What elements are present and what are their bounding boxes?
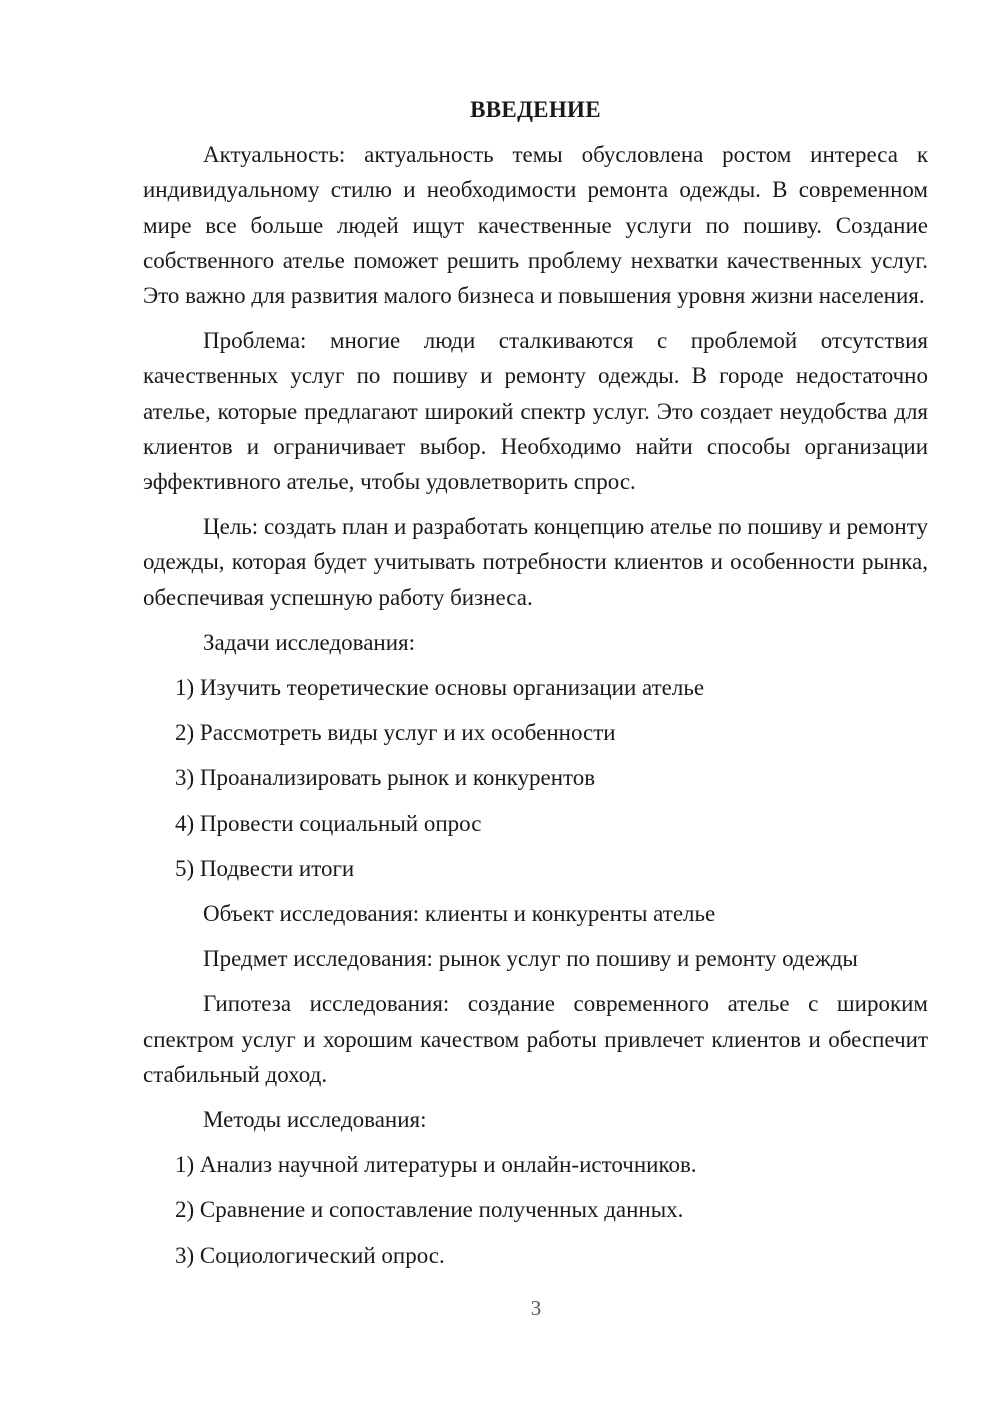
goal-paragraph: Цель: создать план и разработать концепцию ателье по пошиву и ремонту одежды, которая будет учитывать потребности клиентов и особенности рынка, обеспечивая успешную работу бизнеса. (143, 514, 928, 610)
list-item: 1) Изучить теоретические основы организации ателье (175, 675, 705, 701)
hypothesis-paragraph: Гипотеза исследования: создание современного ателье с широким спектром услуг и хорошим качеством работы привлечет клиентов и обеспечит стабильный доход. (143, 991, 928, 1087)
tasks-list (143, 670, 928, 886)
list-item: 2) Сравнение и сопоставление полученных данных. (175, 1197, 684, 1223)
section-title: ВВЕДЕНИЕ (470, 97, 601, 122)
research-subject: Предмет исследования: рынок услуг по пошиву и ремонту одежды (203, 946, 858, 972)
relevance-paragraph: Актуальность: актуальность темы обусловлена ростом интереса к индивидуальному стилю и необходимости ремонта одежды. В современном мире все больше людей ищут качественные услуги по пошиву. Создание собственного ателье поможет решить проблему нехватки качественных услуг. Это важно для развития малого бизнеса и повышения уровня жизни населения. (143, 142, 928, 309)
page-number: 3 (530, 1296, 542, 1320)
research-object: Объект исследования: клиенты и конкуренты ателье (203, 901, 716, 927)
document-page (143, 92, 928, 1273)
list-item: 4) Провести социальный опрос (175, 810, 482, 836)
problem-paragraph: Проблема: многие люди сталкиваются с проблемой отсутствия качественных услуг по пошиву и ремонту одежды. В городе недостаточно ателье, которые предлагают широкий спектр услуг. Это создает неудобства для клиентов и ограничивает выбор. Необходимо найти способы организации эффективного ателье, чтобы удовлетворить спрос. (143, 328, 928, 495)
list-item: 1) Анализ научной литературы и онлайн-источников. (175, 1152, 697, 1178)
list-item: 3) Проанализировать рынок и конкурентов (175, 765, 596, 791)
tasks-heading: Задачи исследования: (203, 629, 416, 655)
list-item: 5) Подвести итоги (175, 855, 355, 881)
list-item: 3) Социологический опрос. (175, 1242, 445, 1268)
methods-list (143, 1147, 928, 1273)
list-item: 2) Рассмотреть виды услуг и их особенности (175, 720, 616, 746)
methods-heading: Методы исследования: (203, 1107, 427, 1133)
